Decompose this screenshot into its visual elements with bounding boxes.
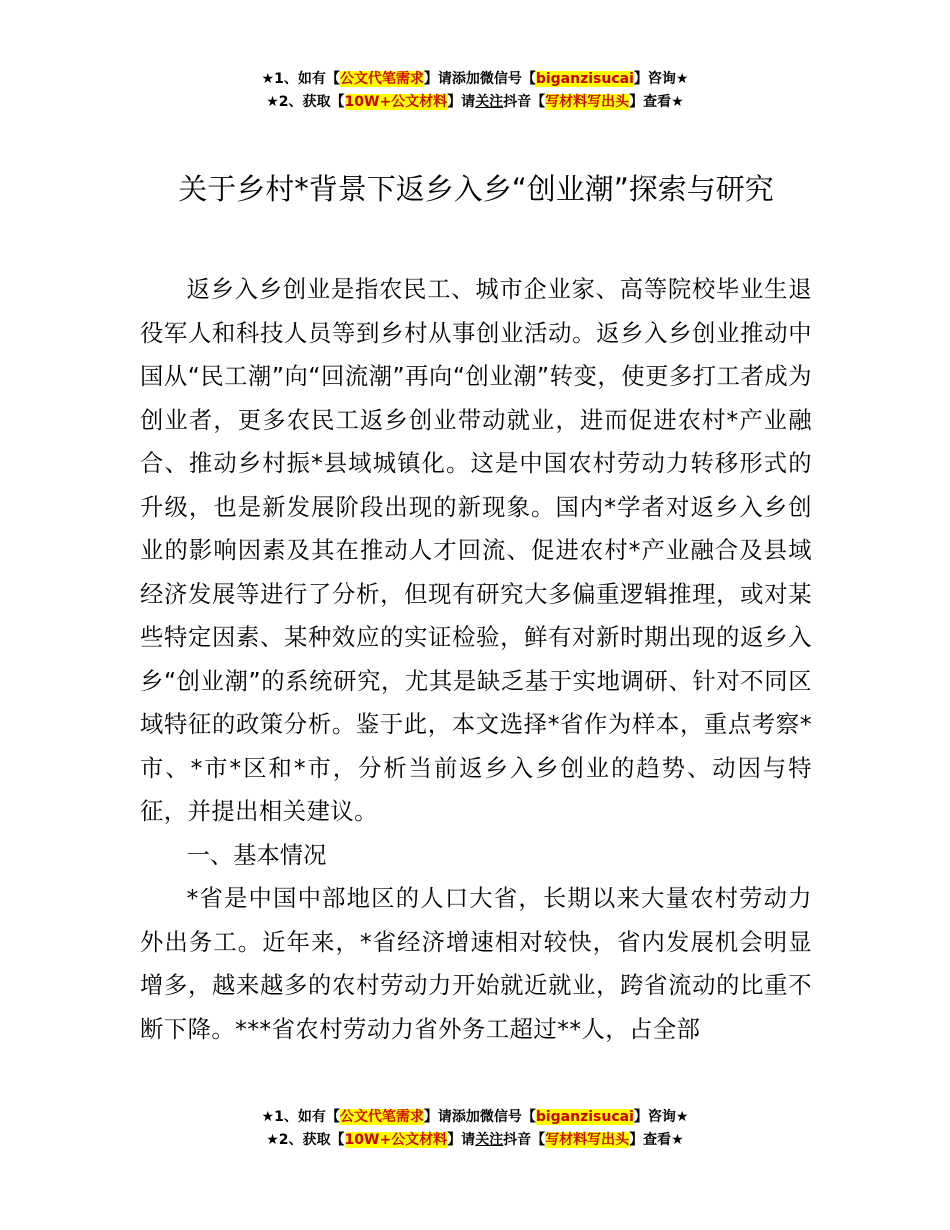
banner-highlight: 公文代笔需求 (339, 1109, 424, 1125)
banner-text: 】查看★ (629, 94, 684, 110)
banner-highlight: biganzisucai (535, 71, 634, 87)
banner-highlight: 10W+公文材料 (344, 94, 448, 110)
section-paragraph: *省是中国中部地区的人口大省，长期以来大量农村劳动力外出务工。近年来，*省经济增速相对较快，省内发展机会明显增多，越来越多的农村劳动力开始就近就业，跨省流动的比重不断下降。***省农村劳动力省外务工超过**人，占全部 (140, 885, 812, 1043)
banner-highlight: 10W+公文材料 (344, 1132, 448, 1148)
header-banner (0, 68, 950, 114)
banner-text: 】请 (447, 1132, 476, 1148)
banner-text: ★2、获取【 (266, 1132, 345, 1148)
banner-line-2 (0, 91, 950, 114)
banner-highlight: 公文代笔需求 (339, 71, 424, 87)
section-heading: 一、基本情况 (186, 841, 327, 869)
banner-line-1 (0, 68, 950, 91)
banner-text: 】咨询★ (633, 1109, 689, 1125)
banner-line-2 (0, 1129, 950, 1152)
banner-underline-text: 关注 (475, 94, 504, 110)
banner-text: 】请添加微信号【 (423, 1109, 536, 1125)
banner-text: 抖音【 (503, 1132, 546, 1148)
intro-paragraph: 返乡入乡创业是指农民工、城市企业家、高等院校毕业生退役军人和科技人员等到乡村从事创业活动。返乡入乡创业推动中国从“民工潮”向“回流潮”再向“创业潮”转变，使更多打工者成为创业者，更多农民工返乡创业带动就业，进而促进农村*产业融合、推动乡村振*县域城镇化。这是中国农村劳动力转移形式的升级，也是新发展阶段出现的新现象。国内*学者对返乡入乡创业的影响因素及其在推动人才回流、促进农村*产业融合及县域经济发展等进行了分析，但现有研究大多偏重逻辑推理，或对某些特定因素、某种效应的实证检验，鲜有对新时期出现的返乡入乡“创业潮”的系统研究，尤其是缺乏基于实地调研、针对不同区域特征的政策分析。鉴于此，本文选择*省作为样本，重点考察*市、*市*区和*市，分析当前返乡入乡创业的趋势、动因与特征，并提出相关建议。 (140, 276, 812, 825)
banner-highlight: 写材料写出头 (545, 1132, 630, 1148)
banner-text: 】咨询★ (633, 71, 689, 87)
banner-text: 抖音【 (503, 94, 546, 110)
banner-highlight: biganzisucai (535, 1109, 634, 1125)
footer-banner (0, 1106, 950, 1152)
banner-text: ★1、如有【 (261, 71, 340, 87)
banner-underline-text: 关注 (475, 1132, 504, 1148)
document-body (140, 268, 812, 1051)
banner-text: 】查看★ (629, 1132, 684, 1148)
banner-text: ★2、获取【 (266, 94, 345, 110)
banner-text: 】请添加微信号【 (423, 71, 536, 87)
banner-line-1 (0, 1106, 950, 1129)
banner-text: 】请 (447, 94, 476, 110)
banner-highlight: 写材料写出头 (545, 94, 630, 110)
document-title: 关于乡村*背景下返乡入乡“创业潮”探索与研究 (178, 172, 774, 206)
banner-text: ★1、如有【 (261, 1109, 340, 1125)
